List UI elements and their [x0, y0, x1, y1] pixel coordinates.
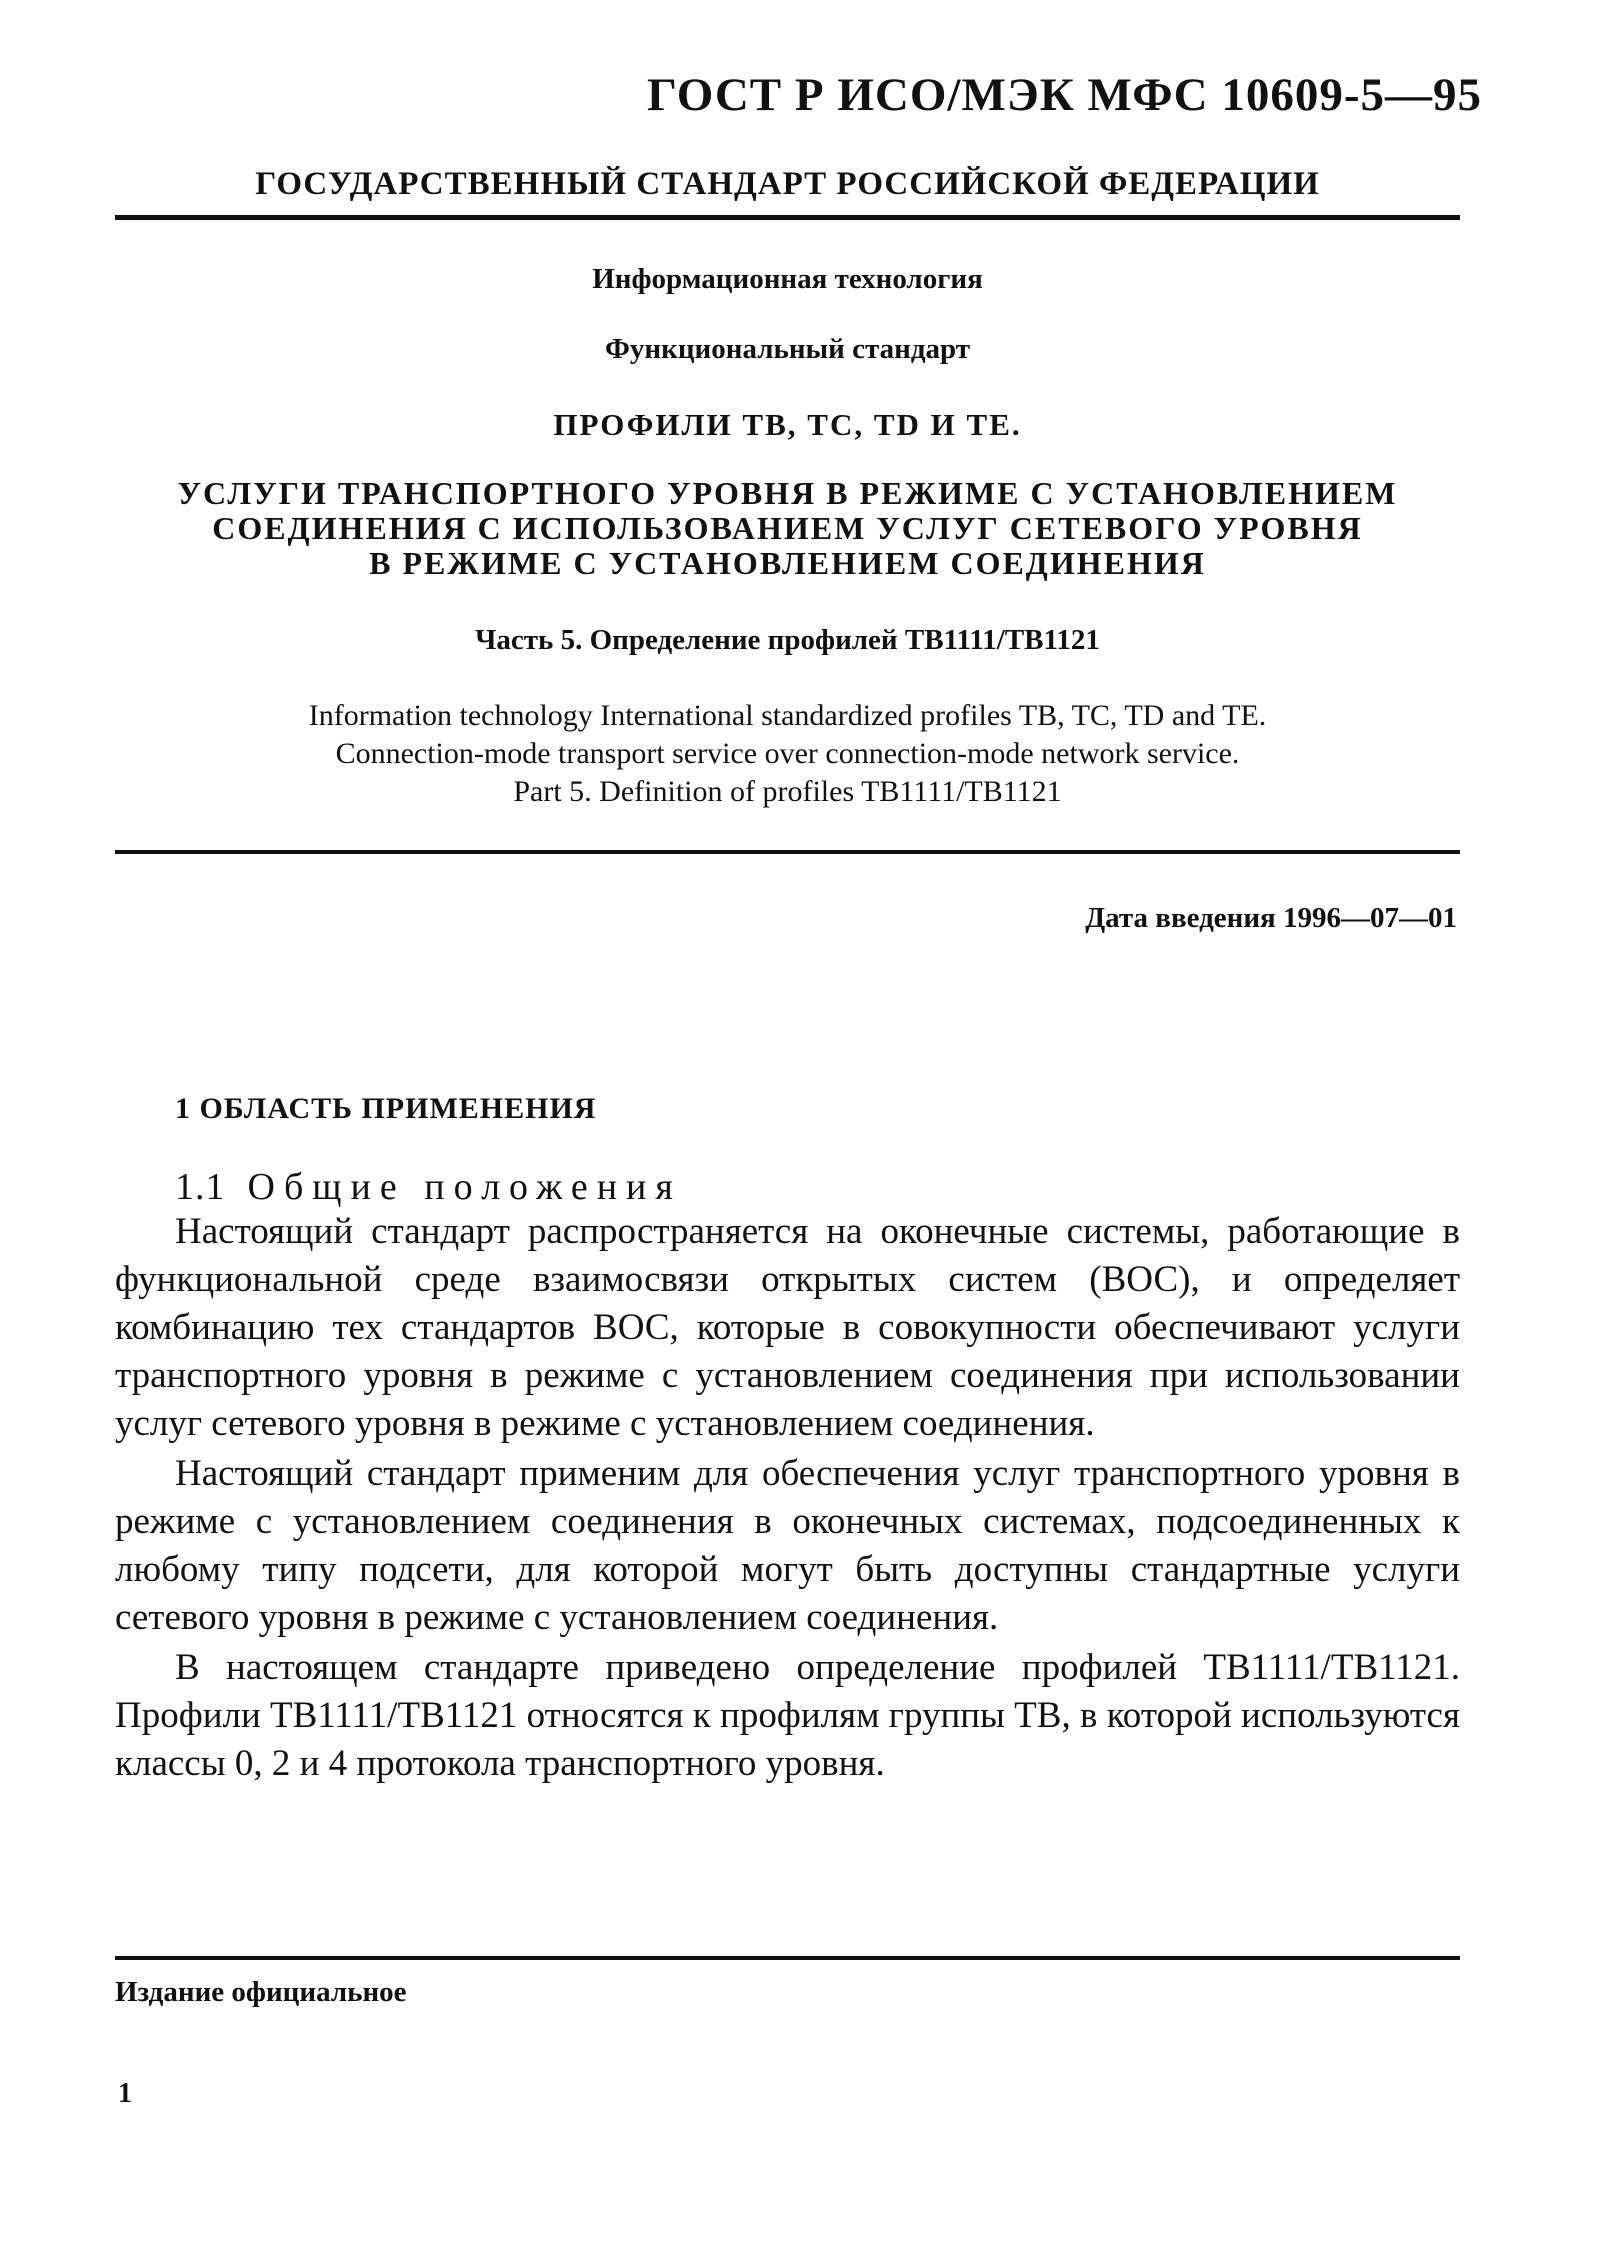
- page-number: 1: [118, 2078, 132, 2109]
- subtitle-functional-standard: Функциональный стандарт: [605, 333, 970, 365]
- document-code: ГОСТ Р ИСО/МЭК МФС 10609-5—95: [647, 69, 1482, 121]
- main-title: [115, 476, 1460, 581]
- main-title-line: В РЕЖИМЕ С УСТАНОВЛЕНИЕМ СОЕДИНЕНИЯ: [369, 545, 1206, 581]
- profiles-line: ПРОФИЛИ ТВ, ТС, TD И ТЕ.: [553, 407, 1022, 442]
- english-title-line: Information technology International standardized profiles TB, TC, TD and TE.: [308, 699, 1267, 732]
- main-title-line: СОЕДИНЕНИЯ С ИСПОЛЬЗОВАНИЕМ УСЛУГ СЕТЕВОГО УРОВНЯ: [212, 510, 1363, 546]
- english-title: [115, 697, 1460, 811]
- government-standard-title: ГОСУДАРСТВЕННЫЙ СТАНДАРТ РОССИЙСКОЙ ФЕДЕРАЦИИ: [255, 166, 1320, 202]
- top-divider: [115, 215, 1460, 220]
- subtitle-information-technology: Информационная технология: [592, 263, 983, 295]
- introduction-date: Дата введения 1996—07—01: [1085, 902, 1457, 934]
- edition-note: Издание официальное: [115, 1976, 407, 2008]
- subsection-number: 1.1: [175, 1166, 226, 1208]
- paragraph: Настоящий стандарт применим для обеспечения услуг транспортного уровня в режиме с установлением соединения в оконечных системах, подсоединенных к любому типу подсети, для которой могут быть доступны стандартные услуги сетевого уровня в режиме с установлением соединения.: [115, 1453, 1460, 1638]
- subsection-heading: [175, 1165, 682, 1209]
- main-title-line: УСЛУГИ ТРАНСПОРТНОГО УРОВНЯ В РЕЖИМЕ С УСТАНОВЛЕНИЕМ: [177, 475, 1398, 511]
- bottom-divider: [115, 1956, 1460, 1960]
- section-heading: 1 ОБЛАСТЬ ПРИМЕНЕНИЯ: [175, 1092, 597, 1125]
- english-title-line: Connection-mode transport service over connection-mode network service.: [335, 737, 1240, 770]
- english-title-line: Part 5. Definition of profiles TB1111/TB1121: [513, 775, 1062, 808]
- paragraph: В настоящем стандарте приведено определение профилей ТВ1111/ТВ1121. Профили ТВ1111/ТВ1121 относятся к профилям группы ТВ, в которой используются классы 0, 2 и 4 протокола транспортного уровня.: [115, 1647, 1460, 1784]
- subsection-title: Общие положения: [247, 1166, 682, 1208]
- middle-divider: [115, 850, 1460, 854]
- body-text: [115, 1208, 1460, 1788]
- paragraph: Настоящий стандарт распространяется на оконечные системы, работающие в функциональной среде взаимосвязи открытых систем (ВОС), и определяет комбинацию тех стандартов ВОС, которые в совокупности обеспечивают услуги транспортного уровня в режиме с установлением соединения при использовании услуг сетевого уровня в режиме с установлением соединения.: [115, 1211, 1460, 1444]
- part-title: Часть 5. Определение профилей ТВ1111/ТВ1121: [475, 624, 1100, 656]
